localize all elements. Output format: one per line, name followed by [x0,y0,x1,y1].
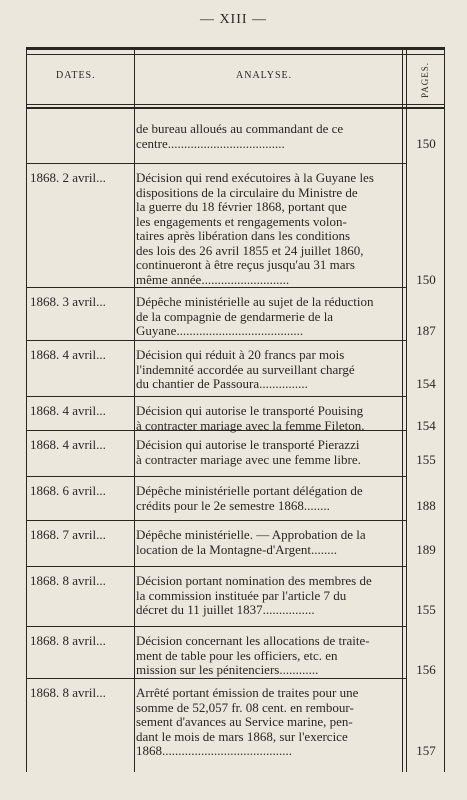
entry-analysis [136,574,398,618]
entry-date: 1868. 4 avril... [30,403,106,418]
analysis-line: les engagements et rengagements volon- [136,214,347,229]
entry-separator [134,163,407,164]
entry-page: 187 [416,323,436,338]
analysis-line: de bureau alloués au commandant de ce [136,122,344,136]
entry-separator [26,396,135,397]
entry-analysis [136,528,398,557]
analysis-line: somme de 52,057 fr. 08 cent. en rembour- [136,700,354,715]
entry-separator [26,430,135,431]
entry-separator [134,476,407,477]
analysis-line: à contracter mariage avec une femme libre. [136,452,361,467]
entry-date: 1868. 7 avril... [30,527,106,542]
entry-analysis [136,171,398,287]
analysis-line: continueront à être reçus jusqu'au 31 mars [136,258,355,272]
header-pages [410,58,440,102]
analysis-line: Dépêche ministérielle au sujet de la réduction [136,295,374,309]
analysis-line: l'indemnité accordée au surveillant chargé [136,362,355,377]
header-pages-label: PAGES. [420,62,430,98]
entry-separator [134,340,407,341]
analysis-line: Décision qui réduit à 20 francs par mois [136,348,345,362]
entry-analysis [136,634,398,678]
entry-page: 189 [416,541,436,557]
entry-page: 188 [416,497,436,513]
analysis-line: Décision qui autorise le transporté Pierazzi [136,438,360,452]
entry-analysis [136,686,398,759]
entry-separator [26,626,135,627]
analysis-line: de la compagnie de gendarmerie de la [136,309,334,324]
entry-analysis [136,295,398,339]
entry-analysis [136,348,398,392]
entry-date: 1868. 8 avril... [30,633,106,648]
analysis-line: à contracter mariage avec la femme Fileton. [136,418,365,433]
column-rule [134,50,135,772]
entry-separator [26,566,135,567]
analysis-line: Arrêté portant émission de traites pour une [136,686,359,700]
entry-date: 1868. 8 avril... [30,685,106,700]
analysis-line: Décision concernant les allocations de traite- [136,634,370,648]
analysis-line: des lois des 26 avril 1855 et 24 juillet 1860, [136,243,364,258]
entry-page: 154 [416,376,436,391]
column-rule [444,50,445,772]
analysis-line: Guyane....................................... [136,324,304,338]
analysis-line: la commission instituée par l'article 7 du [136,588,347,603]
header-analyse: ANALYSE. [236,70,293,81]
entry-page: 157 [416,743,436,758]
analysis-line: du chantier de Passoura............... [136,377,308,391]
entry-separator [26,340,135,341]
entry-separator [26,163,135,164]
entry-separator [134,626,407,627]
entry-date: 1868. 8 avril... [30,573,106,588]
analysis-line: taires après libération dans les conditions [136,229,351,243]
entry-separator [26,476,135,477]
entry-analysis [136,404,398,433]
entry-date: 1868. 4 avril... [30,347,106,362]
entry-separator [134,520,407,521]
table-frame [26,47,445,772]
entry-page: 155 [416,451,436,467]
analysis-line: location de la Montagne-d'Argent........ [136,542,338,557]
entry-page: 150 [416,271,436,287]
analysis-line: ment de table pour les officiers, etc. en [136,648,338,663]
page-number: — XIII — [199,12,268,27]
analysis-line: Dépêche ministérielle portant délégation de [136,484,363,498]
analysis-line: mission sur les pénitenciers............ [136,663,319,677]
entry-page: 155 [416,602,436,617]
entry-page: 156 [416,662,436,677]
entry-analysis [136,122,398,151]
entry-analysis [136,438,398,467]
entry-analysis [136,484,398,513]
header-dates: DATES. [56,70,96,81]
header-rule [26,107,445,109]
analysis-line: sement d'avances au Service marine, pen- [136,715,353,729]
entry-date: 1868. 6 avril... [30,483,106,498]
analysis-line: Dépêche ministérielle. — Approbation de la [136,528,366,542]
entry-separator [134,396,407,397]
entry-date: 1868. 4 avril... [30,437,106,452]
column-rule [26,50,27,772]
analysis-line: Décision qui rend exécutoires à la Guyane les [136,171,374,185]
analysis-line: centre.................................... [136,136,285,151]
analysis-line: crédits pour le 2e semestre 1868........ [136,498,330,513]
analysis-line: 1868........................................ [136,744,292,758]
analysis-line: même année........................... [136,272,290,287]
entry-page: 154 [416,417,436,433]
header-rule [26,104,445,105]
column-rule [406,50,407,772]
analysis-line: la guerre du 18 février 1868, portant que [136,200,347,214]
entry-separator [26,678,135,679]
analysis-line: Décision qui autorise le transporté Pouising [136,404,364,418]
entry-date: 1868. 2 avril... [30,170,106,185]
entry-separator [26,287,135,288]
entry-page: 150 [416,135,436,151]
analysis-line: dant le mois de mars 1868, sur l'exercice [136,729,348,744]
analysis-line: décret du 11 juillet 1837................ [136,603,315,617]
analysis-line: dispositions de la circulaire du Ministre de [136,185,358,200]
entry-separator [134,287,407,288]
entry-separator [134,678,407,679]
analysis-line: Décision portant nomination des membres de [136,574,372,588]
entry-separator [134,566,407,567]
entry-separator [26,520,135,521]
entry-separator [134,430,407,431]
column-rule [402,50,403,772]
entry-date: 1868. 3 avril... [30,294,106,309]
